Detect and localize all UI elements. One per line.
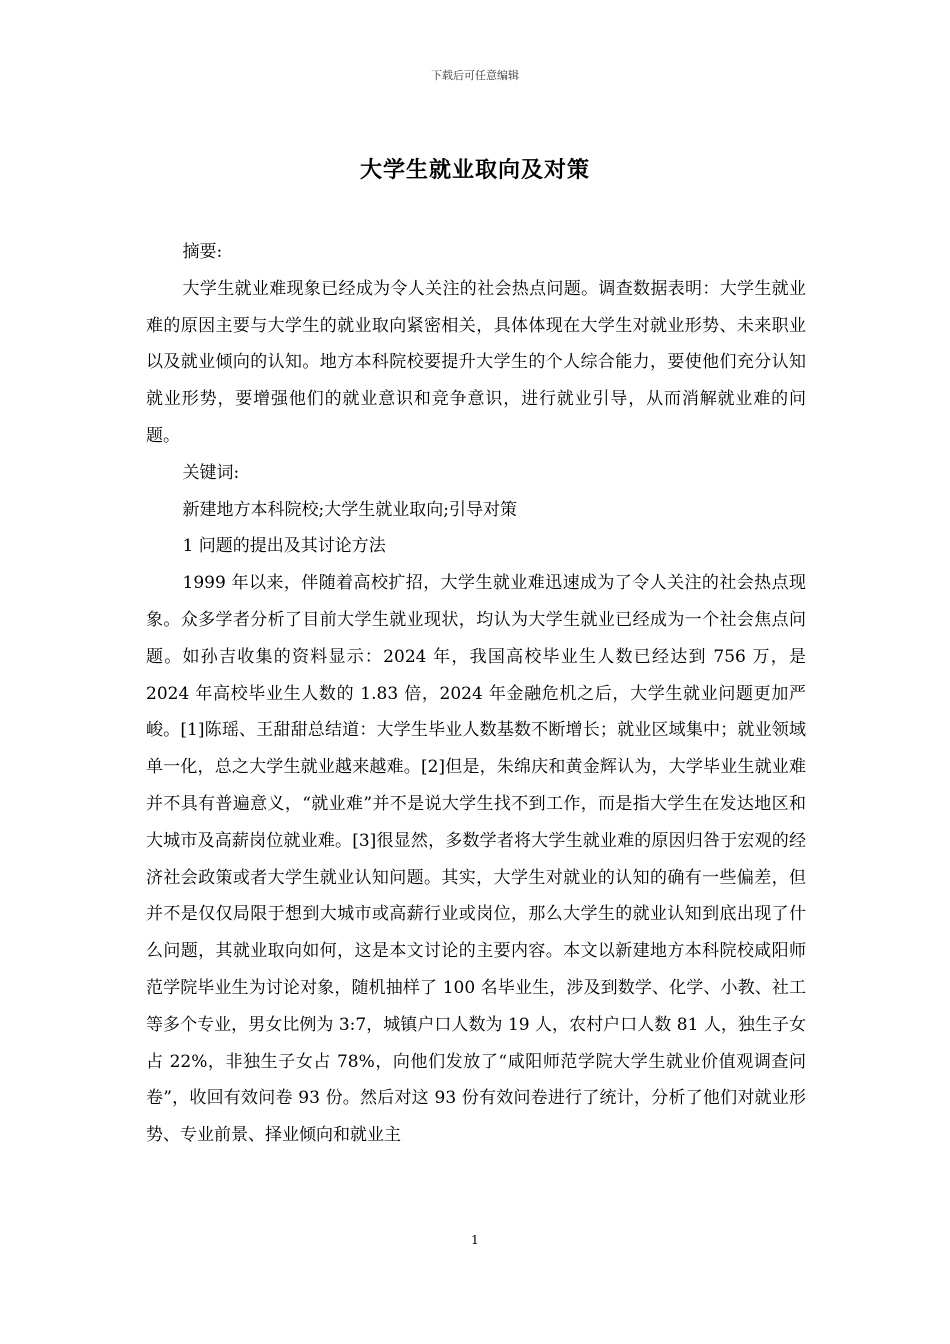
page-header-note: 下载后可任意编辑 [431,69,519,82]
page-number: 1 [471,1233,479,1247]
section-heading: 1 问题的提出及其讨论方法 [182,536,386,557]
document-title: 大学生就业取向及对策 [359,157,590,183]
abstract-label: 摘要: [182,242,223,262]
keywords-paragraph: 新建地方本科院校;大学生就业取向;引导对策 [182,499,518,520]
abstract-paragraph: 大学生就业难现象已经成为令人关注的社会热点问题。调查数据表明：大学生就业难的原因主要与大学生的就业取向紧密相关，具体体现在大学生对就业形势、未来职业以及就业倾向的认知。地方本科院校要提升大学生的个人综合能力，要使他们充分认知就业形势，要增强他们的就业意识和竞争意识，进行就业引导，从而消解就业难的问题。 [146,278,806,446]
document-body [146,234,806,1154]
section-paragraph: 1999 年以来，伴随着高校扩招，大学生就业难迅速成为了令人关注的社会热点现象。众多学者分析了目前大学生就业现状，均认为大学生就业已经成为一个社会焦点问题。如孙吉收集的资料显示：2024 年，我国高校毕业生人数已经达到 756 万，是 2024 年高校毕业生人数的 1.83 倍，2024 年金融危机之后，大学生就业问题更加严峻。[1]陈瑶、王甜甜总结道：大学生毕业人数基数不断增长；就业区域集中；就业领域单一化，总之大学生就业越来越难。[2]但是，朱绵庆和黄金辉认为，大学毕业生就业难并不具有普遍意义，“就业难”并不是说大学生找不到工作，而是指大学生在发达地区和大城市及高薪岗位就业难。[3]很显然，多数学者将大学生就业难的原因归咎于宏观的经济社会政策或者大学生就业认知问题。其实，大学生对就业的认知的确有一些偏差，但并不是仅仅局限于想到大城市或高薪行业或岗位，那么大学生的就业认知到底出现了什么问题，其就业取向如何，这是本文讨论的主要内容。本文以新建地方本科院校咸阳师范学院毕业生为讨论对象，随机抽样了 100 名毕业生，涉及到数学、化学、小教、社工等多个专业，男女比例为 3:7，城镇户口人数为 19 人，农村户口人数 81 人，独生子女占 22%，非独生子女占 78%，向他们发放了“咸阳师范学院大学生就业价值观调查问卷”，收回有效问卷 93 份。然后对这 93 份有效问卷进行了统计，分析了他们对就业形势、专业前景、择业倾向和就业主 [146,573,806,1146]
keywords-label: 关键词: [182,462,240,483]
